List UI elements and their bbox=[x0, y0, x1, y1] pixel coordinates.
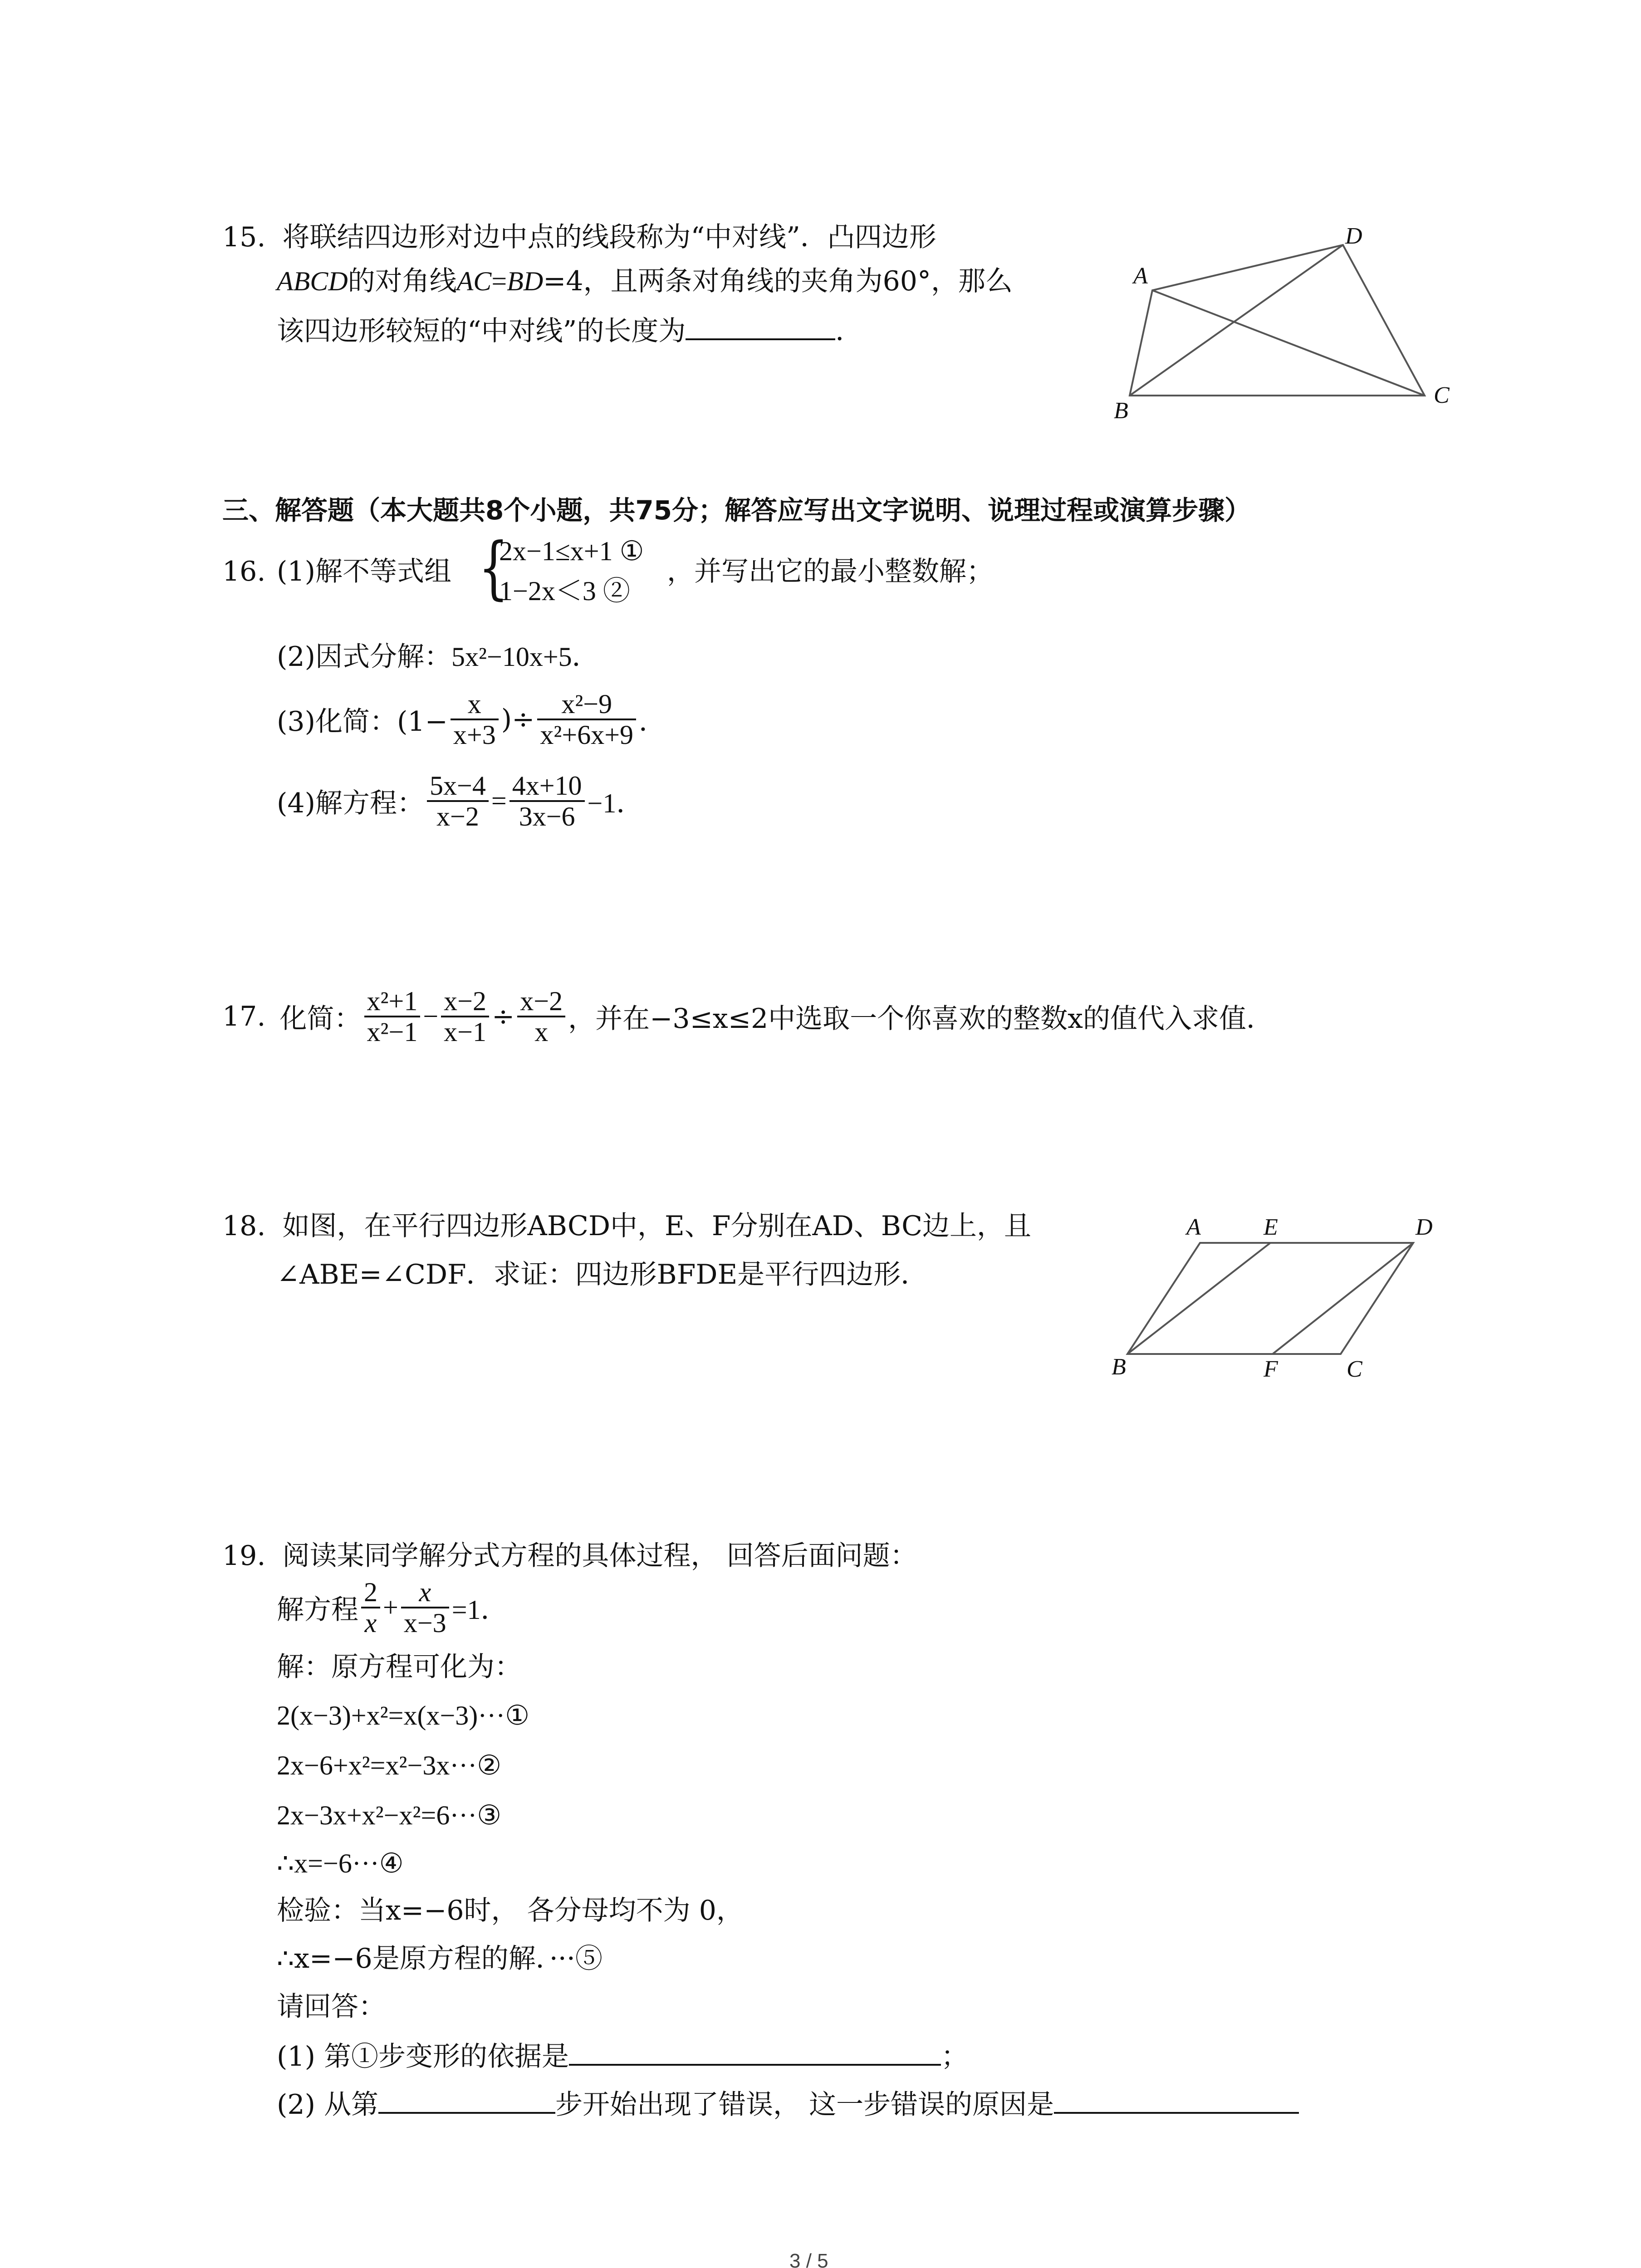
label-a: A bbox=[1133, 263, 1148, 289]
diagonal-ac bbox=[1152, 290, 1425, 396]
label-d: D bbox=[1345, 223, 1362, 249]
q19-step4: ∴x=−6···④ bbox=[277, 1848, 404, 1878]
segment-fd bbox=[1273, 1243, 1413, 1354]
fraction: $\frac{4x+10}{3x-6}$ bbox=[509, 771, 585, 831]
fraction: $\frac{x}{x+3}$ bbox=[451, 689, 499, 749]
segment-be bbox=[1127, 1243, 1270, 1354]
q15-line1 bbox=[222, 219, 936, 255]
question-number: 15. bbox=[222, 221, 266, 253]
page-number: 3 / 5 bbox=[789, 2250, 828, 2268]
label-b: B bbox=[1114, 398, 1128, 424]
fraction: $\frac{x-2}{x-1}$ bbox=[441, 987, 489, 1046]
q15-line3: 该四边形较短的“中对线”的长度为 ． bbox=[277, 311, 862, 349]
q17: 17. 化简： $\frac{\text{x²+1}}{\text{x²−1}}$ − $\frac{x-2}{x-1}$ ÷ $\frac{x-2}{x}$ ，并在−3≤x≤2中选取一个你喜欢的整数x的值代入求值． bbox=[222, 986, 1274, 1047]
answer-blank[interactable] bbox=[686, 311, 835, 340]
answer-blank[interactable] bbox=[378, 2085, 555, 2114]
q19-step2: 2x−6+x²=x²−3x···② bbox=[277, 1750, 502, 1780]
fraction: $\frac{x-2}{x}$ bbox=[517, 987, 565, 1046]
fraction: $\frac{5x-4}{x-2}$ bbox=[427, 771, 489, 831]
q18-line1: 18. 如图，在平行四边形ABCD中，E、F分别在AD、BC边上，且 bbox=[222, 1210, 1032, 1242]
fraction: $\frac{\text{x²+1}}{\text{x²−1}}$ bbox=[364, 987, 421, 1046]
q19-solution-label: 解：原方程可化为： bbox=[277, 1651, 522, 1683]
q19-answer-label: 请回答： bbox=[277, 1991, 386, 2023]
q19-step1: 2(x−3)+x²=x(x−3)···① bbox=[277, 1701, 529, 1730]
left-brace: { bbox=[478, 528, 509, 607]
diagonal-bd bbox=[1130, 245, 1343, 396]
q16-part2: (2)因式分解：5x²−10x+5． bbox=[277, 641, 599, 673]
q16-part1 bbox=[222, 528, 1311, 610]
q19-intro: 19. 阅读某同学解分式方程的具体过程， 回答后面问题： bbox=[222, 1540, 917, 1572]
label-a: A bbox=[1186, 1214, 1201, 1240]
inequality-1: 2x−1≤x+1 ① bbox=[499, 536, 644, 566]
label-c: C bbox=[1347, 1356, 1362, 1382]
label-d: D bbox=[1416, 1214, 1433, 1240]
parallelogram-abcd bbox=[1127, 1243, 1413, 1354]
fraction: $\frac{\text{x²−9}}{\text{x²+6x+9}}$ bbox=[537, 689, 636, 749]
q18-parallelogram-figure bbox=[1098, 1207, 1470, 1388]
q16-part4: (4)解方程： $\frac{5x-4}{x-2}$ = $\frac{4x+10}{3x-6}$ −1． bbox=[277, 771, 644, 831]
q16-part1-tail: ，并写出它的最小整数解； bbox=[667, 556, 994, 587]
question-number: 18. bbox=[222, 1210, 266, 1242]
quadrilateral-abcd bbox=[1130, 245, 1425, 396]
q15-line2: ABCD的对角线AC=BD=4，且两条对角线的夹角为60°，那么 bbox=[277, 265, 1013, 297]
label-b: B bbox=[1112, 1354, 1126, 1380]
label-e: E bbox=[1264, 1214, 1278, 1240]
q19-equation: 解方程 $\frac{2}{x}$ + $\frac{x}{x-3}$ =1． bbox=[277, 1577, 508, 1638]
label-c: C bbox=[1434, 382, 1450, 408]
answer-blank[interactable] bbox=[1054, 2085, 1299, 2114]
q15-quadrilateral-figure bbox=[1089, 218, 1461, 431]
question-number: 19. bbox=[222, 1540, 266, 1572]
q16-part1-label: (1)解不等式组 bbox=[277, 556, 451, 587]
answer-blank[interactable] bbox=[569, 2037, 941, 2066]
q19-answer2: (2) 从第 步开始出现了错误， 这一步错误的原因是 bbox=[277, 2085, 1299, 2123]
fraction: $\frac{x}{x-3}$ bbox=[401, 1578, 449, 1637]
q15-text-line1: 将联结四边形对边中点的线段称为“中对线”．凸四边形 bbox=[282, 221, 936, 253]
q19-answer1: (1) 第①步变形的依据是 ； bbox=[277, 2037, 968, 2075]
question-number: 16. bbox=[222, 556, 266, 587]
q16-part3: (3)化简：(1− $\frac{x}{x+3}$ )÷ $\frac{\text{x²−9}}{\text{x²+6x+9}}$ ． bbox=[277, 689, 666, 750]
q19-step3: 2x−3x+x²−x²=6···③ bbox=[277, 1800, 502, 1830]
q19-check: 检验：当x=−6时， 各分母均不为 0， bbox=[277, 1895, 744, 1926]
question-number: 17. bbox=[222, 1001, 266, 1032]
q18-line2: ∠ABE=∠CDF．求证：四边形BFDE是平行四边形． bbox=[277, 1259, 928, 1290]
fraction: $\frac{2}{x}$ bbox=[361, 1578, 380, 1637]
label-f: F bbox=[1264, 1356, 1278, 1382]
q19-conclusion: ∴x=−6是原方程的解．···⑤ bbox=[277, 1943, 603, 1975]
section-heading: 三、解答题（本大题共8个小题，共75分；解答应写出文字说明、说理过程或演算步骤） bbox=[222, 495, 1251, 526]
inequality-2: 1−2x＜3 ② bbox=[499, 576, 630, 606]
